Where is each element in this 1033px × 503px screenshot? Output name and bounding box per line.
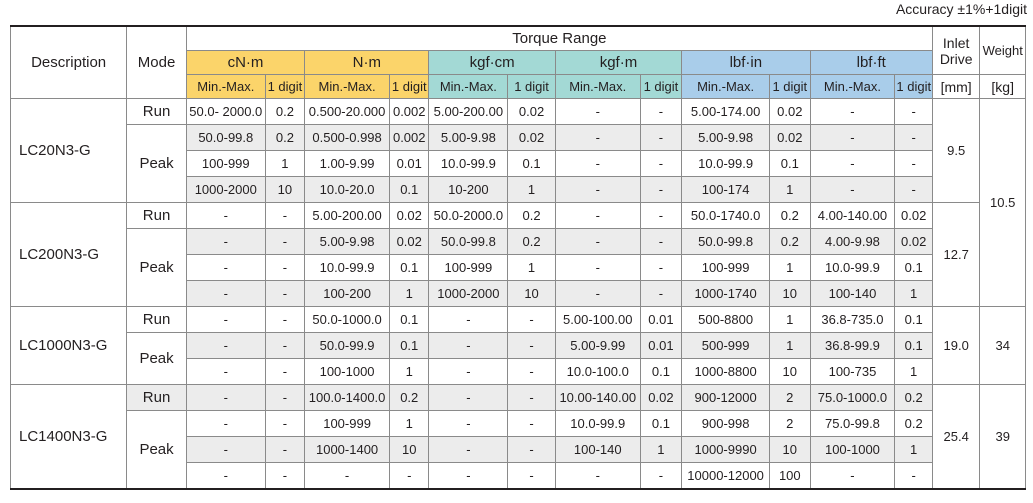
header-unit: N·m [305, 51, 429, 75]
cell-min-max: 4.00-9.98 [810, 229, 895, 255]
header-one-digit: 1 digit [640, 75, 681, 99]
cell-one-digit: - [265, 359, 304, 385]
cell-one-digit: 0.1 [895, 255, 933, 281]
cell-min-max: - [429, 359, 508, 385]
cell-one-digit: - [508, 463, 556, 490]
mode-run: Run [127, 385, 187, 411]
cell-min-max: 1000-1740 [682, 281, 770, 307]
cell-min-max: 100-174 [682, 177, 770, 203]
cell-min-max: 10.00-140.00 [555, 385, 640, 411]
cell-one-digit: 0.002 [390, 125, 429, 151]
cell-one-digit: - [265, 203, 304, 229]
table-row [11, 125, 1026, 151]
cell-one-digit: 0.1 [390, 307, 429, 333]
header-torque-range: Torque Range [186, 26, 932, 51]
cell-one-digit: - [640, 281, 681, 307]
cell-one-digit: 0.1 [895, 333, 933, 359]
cell-one-digit: - [508, 411, 556, 437]
model-name: LC200N3-G [11, 203, 127, 307]
cell-min-max: - [186, 229, 265, 255]
cell-min-max: 36.8-99.9 [810, 333, 895, 359]
cell-one-digit: 1 [770, 307, 810, 333]
cell-min-max: - [186, 385, 265, 411]
cell-one-digit: - [265, 255, 304, 281]
cell-min-max: 10.0-100.0 [555, 359, 640, 385]
cell-one-digit: 2 [770, 411, 810, 437]
weight-value: 34 [980, 307, 1026, 385]
header-inlet-unit: [mm] [932, 75, 980, 99]
cell-one-digit: 0.2 [895, 385, 933, 411]
cell-min-max: 36.8-735.0 [810, 307, 895, 333]
cell-min-max: - [555, 463, 640, 490]
cell-min-max: - [555, 177, 640, 203]
cell-min-max: - [555, 203, 640, 229]
header-min-max: Min.-Max. [429, 75, 508, 99]
cell-one-digit: 0.1 [508, 151, 556, 177]
cell-one-digit: 0.01 [640, 307, 681, 333]
cell-one-digit: - [508, 359, 556, 385]
cell-one-digit: - [508, 385, 556, 411]
cell-min-max: 75.0-1000.0 [810, 385, 895, 411]
cell-one-digit: 0.2 [508, 203, 556, 229]
cell-one-digit: 1 [390, 281, 429, 307]
table-row [11, 99, 1026, 125]
cell-min-max: 1.00-9.99 [305, 151, 390, 177]
cell-min-max: - [555, 151, 640, 177]
header-one-digit: 1 digit [390, 75, 429, 99]
mode-peak: Peak [127, 411, 187, 490]
cell-min-max: - [810, 125, 895, 151]
cell-min-max: 5.00-200.00 [305, 203, 390, 229]
cell-one-digit: - [640, 99, 681, 125]
cell-min-max: 5.00-9.98 [305, 229, 390, 255]
mode-run: Run [127, 203, 187, 229]
cell-one-digit: 0.1 [390, 255, 429, 281]
cell-one-digit: 0.1 [640, 359, 681, 385]
cell-one-digit: - [640, 125, 681, 151]
model-name: LC20N3-G [11, 99, 127, 203]
cell-one-digit: - [640, 151, 681, 177]
header-min-max: Min.-Max. [555, 75, 640, 99]
cell-one-digit: 0.1 [640, 411, 681, 437]
cell-min-max: 50.0-99.8 [682, 229, 770, 255]
cell-one-digit: 0.2 [265, 99, 304, 125]
cell-min-max: 5.00-174.00 [682, 99, 770, 125]
mode-peak: Peak [127, 333, 187, 385]
cell-min-max: 50.0-2000.0 [429, 203, 508, 229]
cell-one-digit: 0.1 [770, 151, 810, 177]
table-row [11, 307, 1026, 333]
cell-min-max: - [186, 333, 265, 359]
cell-min-max: 1000-2000 [429, 281, 508, 307]
cell-one-digit: 0.002 [390, 99, 429, 125]
cell-min-max: - [186, 411, 265, 437]
mode-run: Run [127, 99, 187, 125]
cell-min-max: 10.0-20.0 [305, 177, 390, 203]
accuracy-note: Accuracy ±1%+1digit [895, 1, 1027, 17]
cell-one-digit: 0.2 [265, 125, 304, 151]
cell-one-digit: 0.02 [640, 385, 681, 411]
cell-min-max: - [429, 333, 508, 359]
cell-one-digit: - [640, 177, 681, 203]
table-row [11, 333, 1026, 359]
cell-one-digit: 0.02 [390, 203, 429, 229]
header-inlet-drive: Inlet Drive [932, 26, 980, 75]
cell-min-max: 50.0-99.8 [186, 125, 265, 151]
cell-one-digit: 10 [265, 177, 304, 203]
cell-one-digit: - [895, 177, 933, 203]
cell-min-max: 10.0-99.9 [810, 255, 895, 281]
cell-min-max: - [429, 437, 508, 463]
cell-one-digit: - [265, 307, 304, 333]
cell-one-digit: 1 [770, 333, 810, 359]
inlet-drive-value: 19.0 [932, 307, 980, 385]
cell-min-max: 50.0-1000.0 [305, 307, 390, 333]
cell-min-max: - [186, 203, 265, 229]
cell-one-digit: - [265, 385, 304, 411]
cell-min-max: - [429, 463, 508, 490]
cell-one-digit: 0.1 [895, 307, 933, 333]
mode-peak: Peak [127, 125, 187, 203]
cell-min-max: 100-140 [810, 281, 895, 307]
cell-one-digit: 10 [770, 359, 810, 385]
cell-one-digit: 1 [390, 359, 429, 385]
cell-min-max: 100-735 [810, 359, 895, 385]
mode-run: Run [127, 307, 187, 333]
cell-min-max: - [810, 99, 895, 125]
cell-one-digit: - [640, 229, 681, 255]
cell-one-digit: 100 [770, 463, 810, 490]
cell-min-max: 50.0-1740.0 [682, 203, 770, 229]
cell-one-digit: - [895, 125, 933, 151]
cell-one-digit: - [390, 463, 429, 490]
cell-min-max: 10-200 [429, 177, 508, 203]
cell-min-max: - [186, 437, 265, 463]
cell-min-max: 100-140 [555, 437, 640, 463]
cell-one-digit: 0.1 [390, 177, 429, 203]
cell-min-max: 500-8800 [682, 307, 770, 333]
cell-one-digit: - [508, 307, 556, 333]
header-one-digit: 1 digit [265, 75, 304, 99]
cell-one-digit: - [640, 255, 681, 281]
cell-one-digit: 0.02 [508, 99, 556, 125]
cell-min-max: 500-999 [682, 333, 770, 359]
cell-min-max: 50.0- 2000.0 [186, 99, 265, 125]
cell-one-digit: 1 [390, 411, 429, 437]
header-min-max: Min.-Max. [810, 75, 895, 99]
cell-one-digit: 1 [265, 151, 304, 177]
header-min-max: Min.-Max. [305, 75, 390, 99]
cell-min-max: - [555, 229, 640, 255]
cell-one-digit: - [265, 411, 304, 437]
cell-one-digit: 0.02 [770, 99, 810, 125]
cell-min-max: - [186, 281, 265, 307]
cell-one-digit: 0.2 [895, 411, 933, 437]
cell-one-digit: 0.2 [770, 203, 810, 229]
cell-min-max: 75.0-99.8 [810, 411, 895, 437]
cell-min-max: 100-200 [305, 281, 390, 307]
cell-one-digit: 1 [895, 359, 933, 385]
cell-one-digit: 2 [770, 385, 810, 411]
cell-min-max: 5.00-9.98 [682, 125, 770, 151]
table-row [11, 411, 1026, 437]
cell-min-max: 900-12000 [682, 385, 770, 411]
table-row [11, 385, 1026, 411]
header-weight-unit: [kg] [980, 75, 1026, 99]
header-min-max: Min.-Max. [186, 75, 265, 99]
cell-min-max: 0.500-0.998 [305, 125, 390, 151]
cell-one-digit: - [895, 99, 933, 125]
header-unit: lbf·ft [810, 51, 932, 75]
cell-min-max: 100-999 [186, 151, 265, 177]
cell-min-max: 5.00-200.00 [429, 99, 508, 125]
header-unit: kgf·cm [429, 51, 555, 75]
cell-min-max: - [305, 463, 390, 490]
cell-min-max: - [429, 385, 508, 411]
cell-min-max: 900-998 [682, 411, 770, 437]
cell-min-max: - [186, 359, 265, 385]
cell-min-max: 100-999 [682, 255, 770, 281]
cell-min-max: - [186, 255, 265, 281]
weight-value: 10.5 [980, 99, 1026, 307]
cell-one-digit: - [265, 281, 304, 307]
cell-min-max: 1000-9990 [682, 437, 770, 463]
cell-one-digit: - [508, 437, 556, 463]
cell-min-max: 100-999 [429, 255, 508, 281]
cell-one-digit: - [265, 463, 304, 490]
cell-one-digit: 0.2 [390, 385, 429, 411]
cell-one-digit: - [895, 463, 933, 490]
header-mode: Mode [127, 26, 187, 99]
cell-min-max: 5.00-9.99 [555, 333, 640, 359]
header-description: Description [11, 26, 127, 99]
cell-min-max: 100.0-1400.0 [305, 385, 390, 411]
cell-min-max: - [429, 411, 508, 437]
cell-one-digit: 1 [640, 437, 681, 463]
cell-one-digit: 1 [770, 177, 810, 203]
cell-min-max: 50.0-99.9 [305, 333, 390, 359]
cell-min-max: 4.00-140.00 [810, 203, 895, 229]
cell-one-digit: 10 [770, 281, 810, 307]
cell-one-digit: - [640, 203, 681, 229]
cell-one-digit: - [265, 229, 304, 255]
cell-one-digit: - [895, 151, 933, 177]
header-unit: lbf·in [682, 51, 810, 75]
cell-one-digit: - [640, 463, 681, 490]
cell-min-max: - [429, 307, 508, 333]
cell-min-max: 10.0-99.9 [555, 411, 640, 437]
cell-min-max: 10000-12000 [682, 463, 770, 490]
cell-min-max: 10.0-99.9 [682, 151, 770, 177]
cell-min-max: 10.0-99.9 [429, 151, 508, 177]
cell-one-digit: 0.02 [895, 229, 933, 255]
cell-min-max: 1000-8800 [682, 359, 770, 385]
model-name: LC1400N3-G [11, 385, 127, 490]
table-row [11, 203, 1026, 229]
cell-min-max: - [810, 177, 895, 203]
cell-min-max: 100-1000 [810, 437, 895, 463]
cell-one-digit: 1 [770, 255, 810, 281]
model-name: LC1000N3-G [11, 307, 127, 385]
header-one-digit: 1 digit [895, 75, 933, 99]
cell-one-digit: 10 [390, 437, 429, 463]
cell-one-digit: 1 [895, 437, 933, 463]
torque-spec-table [10, 25, 1026, 490]
cell-one-digit: 1 [508, 177, 556, 203]
cell-one-digit: 10 [770, 437, 810, 463]
cell-min-max: 5.00-9.98 [429, 125, 508, 151]
inlet-drive-value: 25.4 [932, 385, 980, 490]
cell-min-max: 1000-2000 [186, 177, 265, 203]
header-weight: Weight [980, 26, 1026, 75]
header-unit: kgf·m [555, 51, 681, 75]
cell-one-digit: 10 [508, 281, 556, 307]
weight-value: 39 [980, 385, 1026, 490]
cell-min-max: 50.0-99.8 [429, 229, 508, 255]
cell-one-digit: 1 [895, 281, 933, 307]
header-one-digit: 1 digit [508, 75, 556, 99]
cell-min-max: 10.0-99.9 [305, 255, 390, 281]
cell-one-digit: 0.02 [508, 125, 556, 151]
header-unit: cN·m [186, 51, 304, 75]
cell-one-digit: 0.1 [390, 333, 429, 359]
mode-peak: Peak [127, 229, 187, 307]
header-one-digit: 1 digit [770, 75, 810, 99]
cell-one-digit: 0.01 [390, 151, 429, 177]
cell-min-max: - [186, 307, 265, 333]
cell-min-max: - [810, 151, 895, 177]
cell-min-max: - [555, 255, 640, 281]
inlet-drive-value: 9.5 [932, 99, 980, 203]
table-row [11, 229, 1026, 255]
cell-one-digit: - [265, 437, 304, 463]
cell-min-max: - [555, 281, 640, 307]
cell-one-digit: 0.02 [895, 203, 933, 229]
cell-one-digit: 0.2 [770, 229, 810, 255]
cell-one-digit: 0.2 [508, 229, 556, 255]
header-min-max: Min.-Max. [682, 75, 770, 99]
cell-one-digit: 1 [508, 255, 556, 281]
cell-min-max: - [555, 125, 640, 151]
inlet-drive-value: 12.7 [932, 203, 980, 307]
cell-one-digit: 0.02 [390, 229, 429, 255]
cell-min-max: 0.500-20.000 [305, 99, 390, 125]
cell-one-digit: 0.02 [770, 125, 810, 151]
cell-min-max: 5.00-100.00 [555, 307, 640, 333]
cell-one-digit: - [265, 333, 304, 359]
cell-min-max: 1000-1400 [305, 437, 390, 463]
cell-one-digit: 0.01 [640, 333, 681, 359]
cell-min-max: - [186, 463, 265, 490]
cell-min-max: 100-1000 [305, 359, 390, 385]
cell-min-max: 100-999 [305, 411, 390, 437]
cell-min-max: - [555, 99, 640, 125]
cell-min-max: - [810, 463, 895, 490]
cell-one-digit: - [508, 333, 556, 359]
